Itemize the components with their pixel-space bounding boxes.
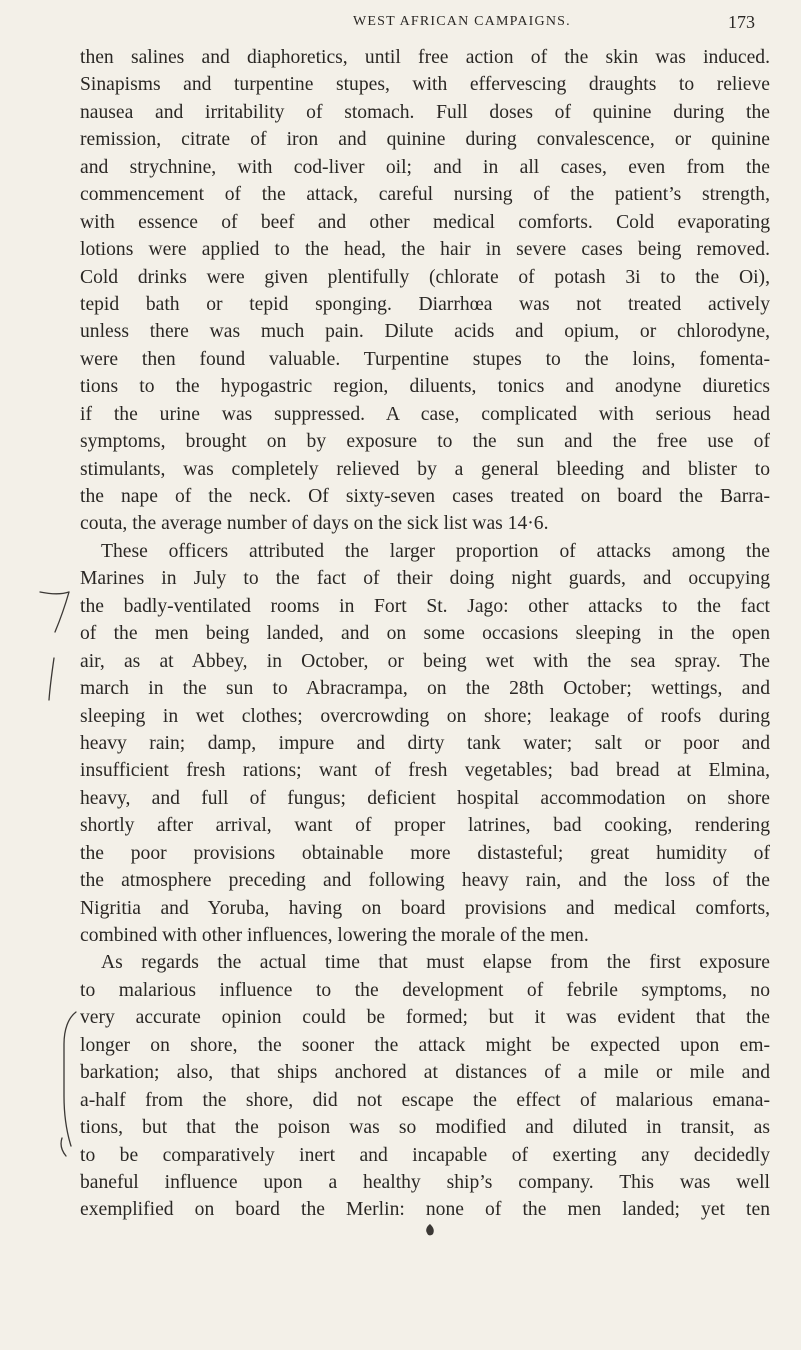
text-line: insufficient fresh rations; want of fresh vegetables; bad bread at Elmina, xyxy=(80,760,770,782)
text-line: nausea and irritability of stomach. Full doses of quinine during the xyxy=(80,101,770,123)
text-line: Marines in July to the fact of their doing night guards, and occupying xyxy=(80,568,770,590)
margin-pencil-mark xyxy=(38,586,72,706)
text-line: and strychnine, with cod-liver oil; and in all cases, even from the xyxy=(80,156,770,178)
text-line: commencement of the attack, careful nursing of the patient’s strength, xyxy=(80,184,770,206)
text-line: couta, the average number of days on the sick list was 14·6. xyxy=(80,513,549,535)
ink-spot-mark xyxy=(424,1223,436,1237)
text-line: were then found valuable. Turpentine stupes to the loins, fomenta- xyxy=(80,348,770,370)
text-line: stimulants, was completely relieved by a general bleeding and blister to xyxy=(80,458,770,480)
text-line: march in the sun to Abracrampa, on the 28th October; wettings, and xyxy=(80,678,770,700)
text-line: the atmosphere preceding and following heavy rain, and the loss of the xyxy=(80,870,770,892)
text-line: with essence of beef and other medical comforts. Cold evaporating xyxy=(80,211,770,233)
text-line: tepid bath or tepid sponging. Diarrhœa was not treated actively xyxy=(80,293,770,315)
text-line: remission, citrate of iron and quinine during convalescence, or quinine xyxy=(80,129,770,151)
text-line: very accurate opinion could be formed; but it was evident that the xyxy=(80,1007,770,1029)
body-text xyxy=(80,44,770,1224)
text-line: to malarious influence to the development of febrile symptoms, no xyxy=(80,979,770,1001)
text-line: tions to the hypogastric region, diluents, tonics and anodyne diuretics xyxy=(80,376,770,398)
text-line: symptoms, brought on by exposure to the sun and the free use of xyxy=(80,431,770,453)
text-line: tions, but that the poison was so modified and diluted in transit, as xyxy=(80,1117,770,1139)
text-line: Sinapisms and turpentine stupes, with effervescing draughts to relieve xyxy=(80,74,770,96)
text-line: heavy, and full of fungus; deficient hospital accommodation on shore xyxy=(80,787,770,809)
text-line: As regards the actual time that must elapse from the first exposure xyxy=(101,952,770,974)
text-line: Cold drinks were given plentifully (chlorate of potash 3i to the Oi), xyxy=(80,266,770,288)
text-line: a-half from the shore, did not escape the effect of malarious emana- xyxy=(80,1089,770,1111)
text-line: air, as at Abbey, in October, or being wet with the sea spray. The xyxy=(80,650,770,672)
text-line: to be comparatively inert and incapable of exerting any decidedly xyxy=(80,1144,770,1166)
text-line: heavy rain; damp, impure and dirty tank water; salt or poor and xyxy=(80,732,770,754)
text-line: combined with other influences, lowering the morale of the men. xyxy=(80,925,589,946)
text-line: the poor provisions obtainable more distasteful; great humidity of xyxy=(80,842,770,864)
running-head-title: WEST AFRICAN CAMPAIGNS. xyxy=(353,14,571,29)
text-line: of the men being landed, and on some occasions sleeping in the open xyxy=(80,623,770,645)
text-line: These officers attributed the larger proportion of attacks among the xyxy=(101,540,770,562)
text-line: unless there was much pain. Dilute acids and opium, or chlorodyne, xyxy=(80,321,770,343)
text-line: lotions were applied to the head, the hair in severe cases being removed. xyxy=(80,239,770,261)
page-number: 173 xyxy=(728,12,755,32)
text-line: the nape of the neck. Of sixty-seven cases treated on board the Barra- xyxy=(80,486,770,507)
text-line: exemplified on board the Merlin: none of the men landed; yet ten xyxy=(80,1199,770,1221)
text-line: longer on shore, the sooner the attack might be expected upon em- xyxy=(80,1034,770,1056)
margin-bracket-mark xyxy=(56,1010,78,1160)
text-line: the badly-ventilated rooms in Fort St. Jago: other attacks to the fact xyxy=(80,595,770,617)
text-line: shortly after arrival, want of proper latrines, bad cooking, rendering xyxy=(80,815,770,837)
text-line: Nigritia and Yoruba, having on board provisions and medical comforts, xyxy=(80,897,770,919)
text-line: sleeping in wet clothes; overcrowding on shore; leakage of roofs during xyxy=(80,705,770,727)
running-head xyxy=(0,0,801,40)
text-line: if the urine was suppressed. A case, complicated with serious head xyxy=(80,403,770,425)
text-line: barkation; also, that ships anchored at distances of a mile or mile and xyxy=(80,1062,770,1084)
text-line: baneful influence upon a healthy ship’s company. This was well xyxy=(80,1171,770,1193)
text-line: then salines and diaphoretics, until free action of the skin was induced. xyxy=(80,47,770,68)
